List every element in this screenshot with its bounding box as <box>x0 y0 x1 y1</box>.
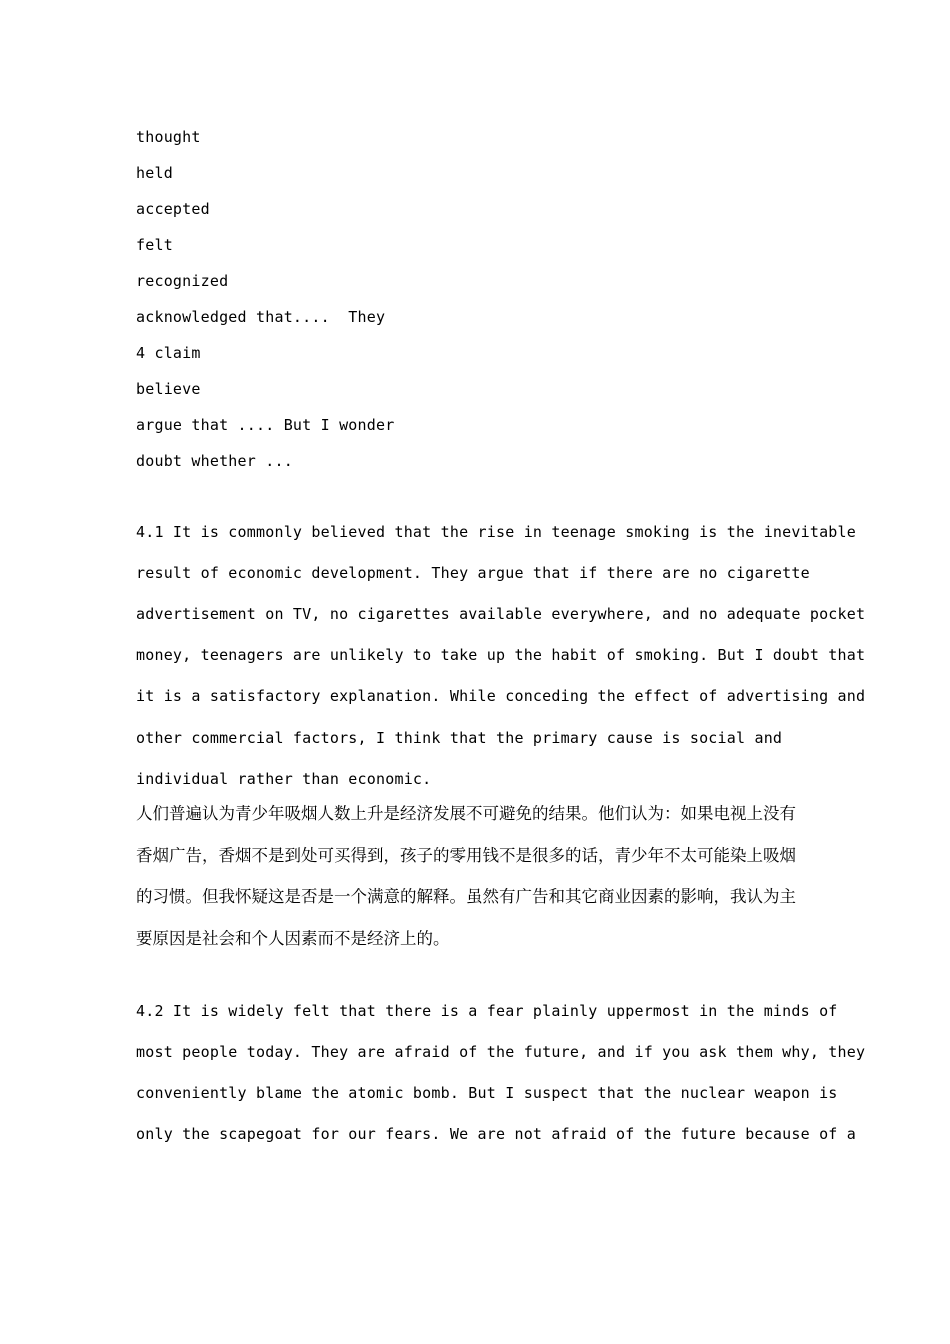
section-4-1-english-line: advertisement on TV, no cigarettes available everywhere, and no adequate pocket <box>136 605 866 623</box>
section-4-1-english-line: result of economic development. They argue that if there are no cigarette <box>136 564 810 582</box>
section-4-1-english-line: money, teenagers are unlikely to take up the habit of smoking. But I doubt that <box>136 646 866 664</box>
word-list-item: recognized <box>136 272 229 290</box>
section-4-1-chinese-line: 香烟广告，香烟不是到处可买得到，孩子的零用钱不是很多的话，青少年不太可能染上吸烟 <box>136 846 796 865</box>
word-list-item: thought <box>136 128 201 146</box>
section-4-1-english-line: other commercial factors, I think that the primary cause is social and <box>136 729 783 747</box>
word-list-item: believe <box>136 380 201 398</box>
word-list-item: argue that .... But I wonder <box>136 416 395 434</box>
section-4-1-chinese-line: 人们普遍认为青少年吸烟人数上升是经济发展不可避免的结果。他们认为：如果电视上没有 <box>136 804 796 823</box>
word-list-item: felt <box>136 236 173 254</box>
word-list-item: acknowledged that.... They <box>136 308 386 326</box>
section-4-1-chinese-line: 要原因是社会和个人因素而不是经济上的。 <box>136 929 450 948</box>
section-4-1-chinese-line: 的习惯。但我怀疑这是否是一个满意的解释。虽然有广告和其它商业因素的影响，我认为主 <box>136 887 796 906</box>
section-4-1-english-line: individual rather than economic. <box>136 770 432 788</box>
section-4-2-english-line: conveniently blame the atomic bomb. But I suspect that the nuclear weapon is <box>136 1084 838 1102</box>
section-4-1-english-line: 4.1 It is commonly believed that the rise in teenage smoking is the inevitable <box>136 523 856 541</box>
section-4-2-english-line: 4.2 It is widely felt that there is a fear plainly uppermost in the minds of <box>136 1002 838 1020</box>
section-4-1-english-line: it is a satisfactory explanation. While conceding the effect of advertising and <box>136 687 866 705</box>
section-4-2-english-line: most people today. They are afraid of the future, and if you ask them why, they <box>136 1043 866 1061</box>
word-list-item: held <box>136 164 173 182</box>
word-list-item: doubt whether ... <box>136 452 293 470</box>
section-4-2-english-line: only the scapegoat for our fears. We are not afraid of the future because of a <box>136 1125 856 1143</box>
word-list-item: accepted <box>136 200 210 218</box>
word-list-item: 4 claim <box>136 344 201 362</box>
